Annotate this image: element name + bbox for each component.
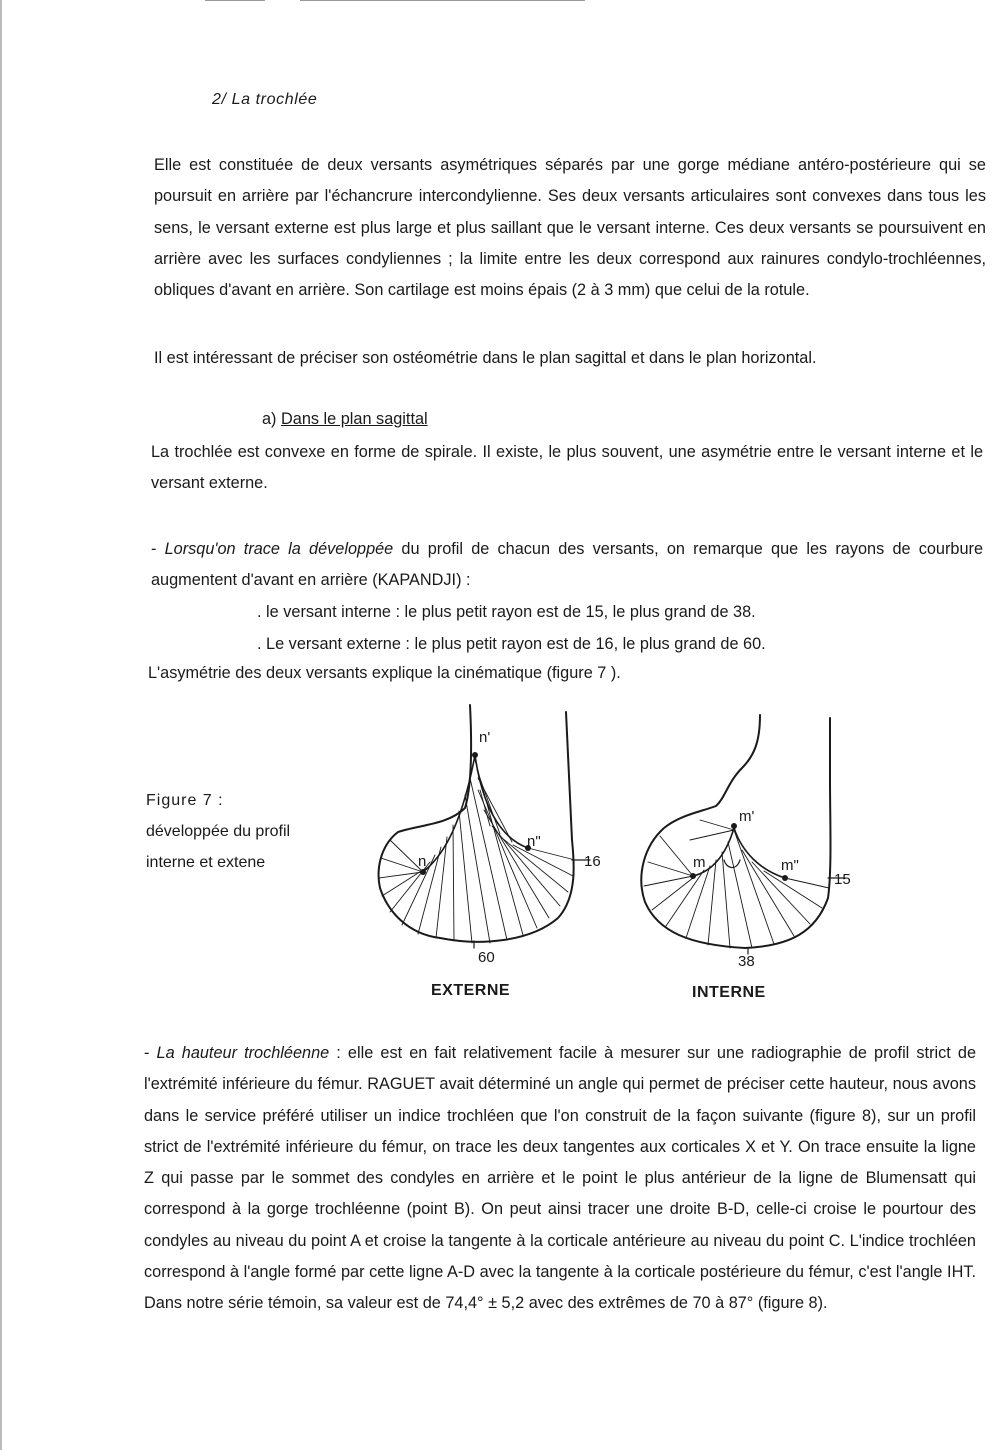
- developpee-dash: -: [151, 540, 165, 558]
- subheading-prefix: a): [262, 410, 282, 428]
- intro-paragraph: Elle est constituée de deux versants asymétriques séparés par une gorge médiane antéro-postérieure qui se poursuit en arrière par l'échancrure intercondylienne. Ses deux versants articulaires sont convexes dans tous les sens, le versant externe est plus large et plus saillant que le versant interne. Ces deux versants se poursuivent en arrière avec les surfaces condyliennes ; la limite entre les deux correspond aux rainures condylo-trochléennes, obliques d'avant en arrière. Son cartilage est moins épais (2 à 3 mm) que celui de la rotule.: [154, 156, 986, 300]
- label-interne-38: 38: [738, 953, 755, 970]
- label-m-double: m": [781, 857, 799, 874]
- section-heading: 2/ La trochlée: [212, 91, 318, 108]
- externe-rays: [379, 760, 575, 943]
- label-externe-16: 16: [584, 853, 601, 870]
- sagittal-paragraph: La trochlée est convexe en forme de spirale. Il existe, le plus souvent, une asymétrie entre le versant interne et le versant externe.: [151, 443, 983, 493]
- interne-rays: [644, 820, 829, 948]
- label-interne-15: 15: [834, 871, 851, 888]
- label-externe-60: 60: [478, 949, 495, 966]
- interne-developpee: [693, 828, 785, 878]
- externe-outline: [379, 705, 574, 942]
- bullet-externe: . Le versant externe : le plus petit rayon est de 16, le plus grand de 60.: [257, 635, 766, 653]
- figure-label: Figure 7 :: [146, 792, 224, 809]
- label-n: n: [418, 853, 427, 870]
- hauteur-dash: -: [144, 1044, 157, 1062]
- figure-caption-line2: interne et extene: [146, 854, 266, 871]
- asymmetry-line: L'asymétrie des deux versants explique la cinématique (figure 7 ).: [148, 664, 621, 682]
- label-n-double: n": [527, 833, 541, 850]
- hauteur-paragraph: [144, 1038, 976, 1320]
- point-m: [690, 873, 696, 879]
- title-interne: INTERNE: [692, 984, 766, 1001]
- intro-line-osteometry: Il est intéressant de préciser son ostéométrie dans le plan sagittal et dans le plan horizontal.: [154, 349, 817, 367]
- subheading-title: Dans le plan sagittal: [281, 410, 428, 428]
- point-m-double: [782, 875, 788, 881]
- label-m: m: [693, 854, 706, 871]
- developpee-italic: Lorsqu'on trace la développée: [164, 540, 394, 558]
- label-m-prime: m': [739, 808, 755, 825]
- point-m-prime: [731, 823, 737, 829]
- hauteur-rest: : elle est en fait relativement facile à mesurer sur une radiographie de profil strict de l'extrémité inférieure du fémur. RAGUET avait déterminé un angle qui permet de préciser cette hauteur, nous avons dans le service préféré utiliser un indice trochléen que l'on construit de la façon suivante (figure 8), sur un profil strict de l'extrémité inférieure du fémur, on trace les deux tangentes aux corticales X et Y. On trace ensuite la ligne Z qui passe par le sommet des condyles en arrière et le point le plus antérieur de la ligne de Blumensatt qui correspond à la gorge trochléenne (point B). On peut ainsi tracer une droite B-D, celle-ci croise le pourtour des condyles au niveau du point A et croise la tangente à la corticale antérieure au niveau du point C. L'indice trochléen correspond à l'angle formé par cette ligne A-D avec la tangente à la corticale postérieure du fémur, c'est l'angle IHT. Dans notre série témoin, sa valeur est de 74,4° ± 5,2 avec des extrêmes de 70 à 87° (figure 8).: [144, 1044, 977, 1313]
- title-externe: EXTERNE: [431, 982, 511, 999]
- point-n-prime: [472, 752, 478, 758]
- label-n-prime: n': [479, 729, 491, 746]
- developpee-rest: du profil de chacun des versants, on remarque que les rayons de courbure augmentent d'avant en arrière (KAPANDJI) :: [151, 540, 983, 590]
- bullet-interne: . le versant interne : le plus petit rayon est de 15, le plus grand de 38.: [257, 603, 756, 621]
- hauteur-italic: La hauteur trochléenne: [156, 1044, 330, 1062]
- figure-caption-line1: développée du profil: [146, 823, 291, 840]
